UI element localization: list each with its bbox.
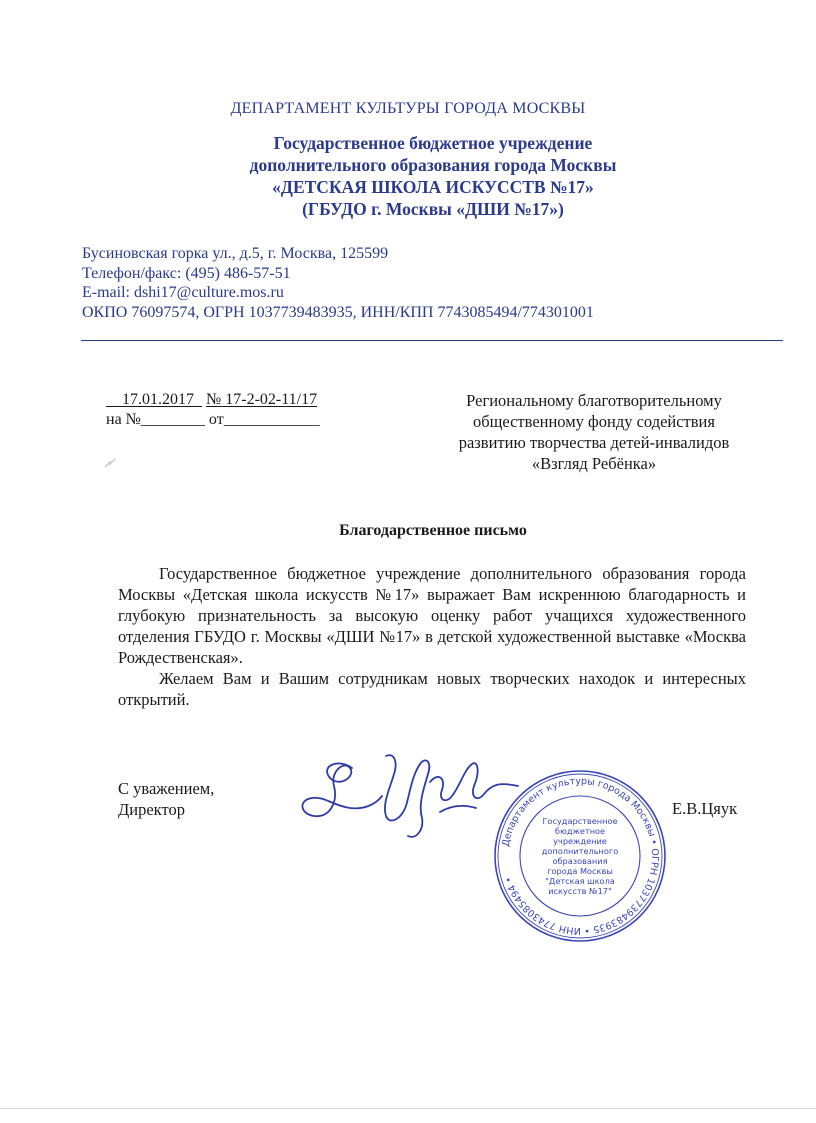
stamp-center-line: образования: [552, 856, 608, 866]
outgoing-number: № 17-2-02-11/17: [206, 391, 318, 408]
email-line: E-mail: dshi17@culture.mos.ru: [82, 284, 284, 301]
stamp-center-line: бюджетное: [554, 826, 606, 836]
stamp-center-line: города Москвы: [547, 866, 613, 876]
registration-block: [106, 390, 320, 430]
department-header: ДЕПАРТАМЕНТ КУЛЬТУРЫ ГОРОДА МОСКВЫ: [230, 100, 586, 117]
phone-line: Телефон/факс: (495) 486-57-51: [82, 264, 291, 282]
signoff-block: [118, 778, 214, 820]
contact-block: [82, 244, 594, 322]
stamp-center-line: дополнительного: [541, 846, 619, 856]
addressee-line-3: развитию творчества детей-инвалидов: [458, 433, 730, 452]
director-position: Директор: [118, 800, 185, 819]
outgoing-date: 17.01.2017: [122, 391, 194, 408]
addressee-block: [420, 390, 768, 474]
stamp-outer-text: Департамент культуры города Москвы • ОГРН 1037739483935 • ИНН 7743085494 •: [500, 775, 661, 937]
letter-title: Благодарственное письмо: [339, 522, 527, 539]
addressee-line-2: общественному фонду содействия: [473, 412, 715, 431]
addressee-line-1: Региональному благотворительному: [466, 391, 722, 410]
org-line-2: дополнительного образования города Москвы: [249, 155, 617, 175]
stamp-center-line: учреждение: [553, 836, 607, 846]
director-name: Е.В.Цяук: [672, 799, 738, 818]
registry-codes-line: ОКПО 76097574, ОГРН 1037739483935, ИНН/КПП 7743085494/774301001: [82, 303, 594, 321]
stamp-center-line: "Детская школа: [545, 876, 615, 886]
scan-bottom-edge: [0, 1108, 816, 1109]
org-line-4: (ГБУДО г. Москвы «ДШИ №17»): [302, 199, 564, 219]
letter-body: [118, 563, 746, 710]
body-paragraph-1: Государственное бюджетное учреждение дополнительного образования города Москвы «Детская школа искусств №17» выражает Вам искреннюю благодарность и глубокую признательность за высокую оценку работ учащихся художественного отделения ГБУДО г. Москвы «ДШИ №17» в детской художественной выставке «Москва Рождественская».: [118, 564, 746, 667]
official-seal-stamp: [492, 768, 668, 944]
address-line: Бусиновская горка ул., д.5, г. Москва, 125599: [82, 245, 389, 262]
scan-artifact-mark: [103, 455, 127, 469]
regards-text: С уважением,: [118, 779, 215, 798]
org-line-3: «ДЕТСКАЯ ШКОЛА ИСКУССТВ №17»: [272, 177, 594, 197]
stamp-center-line: Государственное: [542, 816, 618, 826]
body-paragraph-2: Желаем Вам и Вашим сотрудникам новых творческих находок и интересных открытий.: [118, 669, 746, 709]
stamp-center-line: искусств №17": [548, 886, 612, 896]
org-line-1: Государственное бюджетное учреждение: [273, 133, 593, 153]
letterhead-divider: [81, 340, 783, 341]
organization-name: [0, 132, 816, 220]
addressee-line-4: «Взгляд Ребёнка»: [531, 454, 657, 473]
reference-line: на №________ от____________: [106, 411, 320, 428]
